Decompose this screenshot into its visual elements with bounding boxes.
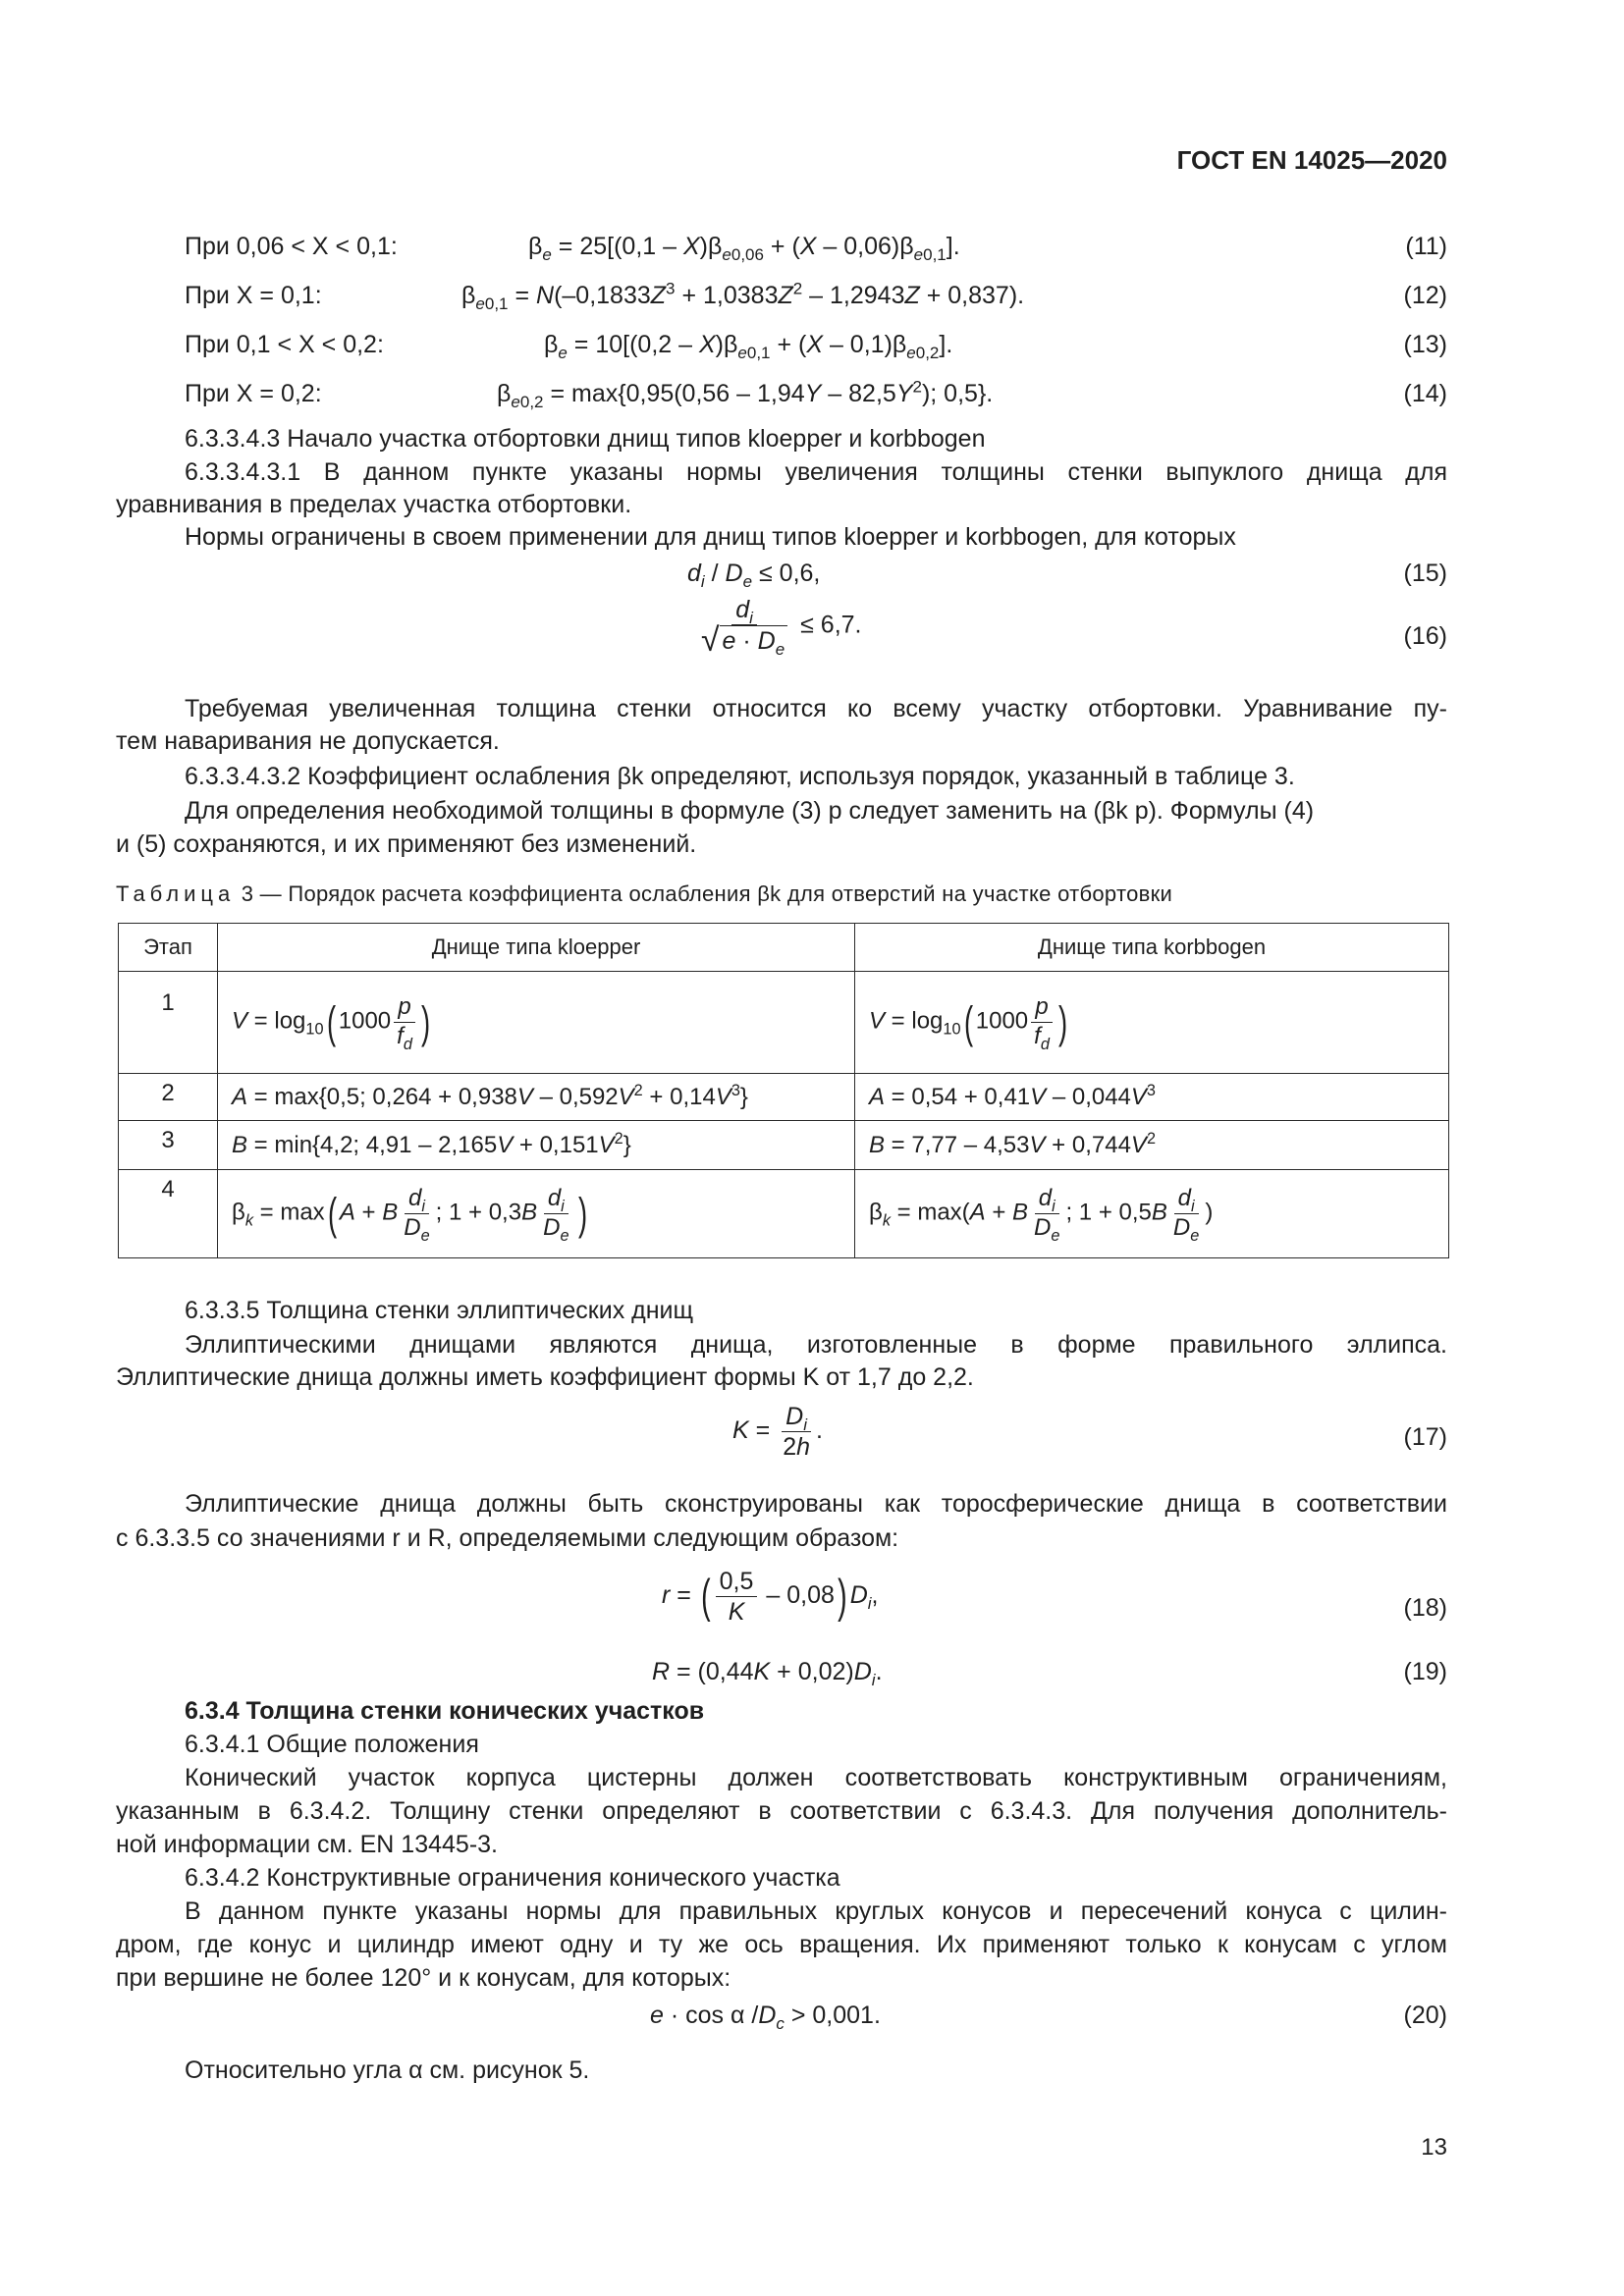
paragraph: при вершине не более 120° и к конусам, для которых: (116, 1964, 731, 1992)
formula-13 (116, 328, 1447, 361)
equation-19 (116, 1655, 1447, 1688)
section-6-3-3-4-3-2: 6.3.3.4.3.2 Коэффициент ослабления βk определяют, используя порядок, указанный в таблице 3. (185, 763, 1295, 790)
paragraph: 6.3.3.4.3.1 В данном пункте указаны нормы увеличения толщины стенки выпуклого днища для (185, 458, 1447, 486)
equation-20 (116, 1999, 1447, 2032)
section-6-3-3-4-3: 6.3.3.4.3 Начало участка отбортовки днищ типов kloepper и korbbogen (185, 425, 986, 453)
paragraph: Эллиптическими днищами являются днища, изготовленные в форме правильного эллипса. (185, 1331, 1447, 1359)
table-row (119, 1074, 1449, 1121)
table-row (119, 972, 1449, 1074)
table-header: Днище типа kloepper (218, 924, 855, 972)
section-6-3-3-5: 6.3.3.5 Толщина стенки эллиптических днищ (185, 1297, 694, 1324)
equation-15 (116, 557, 1447, 590)
paragraph: и (5) сохраняются, и их применяют без изменений. (116, 830, 697, 858)
formula-body: r = ( $\frac{0,5}{K}$ – 0,08) $D_i$, (662, 1568, 879, 1626)
stage-cell: 1 (119, 972, 218, 1074)
section-6-3-4-2: 6.3.4.2 Конструктивные ограничения конического участка (185, 1864, 840, 1892)
equation-number: (12) (1403, 282, 1447, 309)
coefficient-table (118, 923, 1449, 1258)
paragraph: дром, где конус и цилиндр имеют одну и ту же ось вращения. Их применяют только к конусам с углом (116, 1931, 1447, 1958)
equation-number: (15) (1403, 560, 1447, 587)
formula-cell: $V = \log_{10}$( 1000 $\frac{p}{f_d}$ ) (855, 972, 1449, 1074)
section-6-3-4-1: 6.3.4.1 Общие положения (185, 1731, 479, 1758)
stage-cell: 4 (119, 1170, 218, 1258)
formula-cell: B = min{4,2; $4,91 - 2,165V + 0,151V^2$} (218, 1121, 855, 1170)
formula-condition: При 0,1 < X < 0,2: (185, 331, 384, 358)
formula-condition: При X = 0,1: (185, 282, 322, 309)
formula-cell: $\beta_k = \max(A + B$ $\frac{d_i}{D_e}$ ; 1 + 0,5B $\frac{d_i}{D_e}$ ) (855, 1170, 1449, 1258)
paragraph: уравнивания в пределах участка отбортовки. (116, 491, 632, 518)
table-caption-label: Таблица (116, 881, 236, 906)
equation-number: (14) (1403, 380, 1447, 407)
table-header: Днище типа korbbogen (855, 924, 1449, 972)
paragraph: Эллиптические днища должны иметь коэффициент формы K от 1,7 до 2,2. (116, 1363, 974, 1391)
paragraph: Относительно угла α см. рисунок 5. (185, 2056, 590, 2084)
equation-number: (13) (1403, 331, 1447, 358)
formula-condition: При 0,06 < X < 0,1: (185, 233, 398, 260)
equation-number: (19) (1403, 1658, 1447, 1685)
formula-12 (116, 279, 1447, 312)
paragraph: Эллиптические днища должны быть сконструированы как торосферические днища в соответствии (185, 1490, 1447, 1518)
paragraph: Для определения необходимой толщины в формуле (3) p следует заменить на (βk p). Формулы (4) (185, 797, 1315, 825)
equation-18 (116, 1567, 1447, 1645)
equation-16 (116, 595, 1447, 673)
equation-17 (116, 1402, 1447, 1480)
equation-number: (11) (1405, 233, 1447, 260)
formula-body: e · cos α $/D_c > 0,001$. (650, 2002, 881, 2033)
formula-body: $\beta_e = 10[(0,2 - X)\beta_{e0,1} + (X - 0,1)\beta_{e0,2}]$. (544, 331, 953, 362)
stage-cell: 2 (119, 1074, 218, 1121)
table-row (119, 1170, 1449, 1258)
formula-body: $\beta_e = 25[(0,1 - X)\beta_{e0,06} + (X - 0,06)\beta_{e0,1}]$. (528, 233, 960, 264)
equation-number: (16) (1403, 622, 1447, 650)
formula-body: $d_i$ √ $e \cdot D_e$ ≤ 6,7. (701, 596, 862, 659)
paragraph: Конический участок корпуса цистерны должен соответствовать конструктивным ограничениям, (185, 1764, 1447, 1791)
formula-cell: $B = 7,77 - 4,53V + 0,744V^2$ (855, 1121, 1449, 1170)
equation-number: (18) (1403, 1594, 1447, 1622)
section-6-3-4: 6.3.4 Толщина стенки конических участков (185, 1697, 705, 1725)
paragraph: В данном пункте указаны нормы для правильных круглых конусов и пересечений конуса с цилин- (185, 1897, 1447, 1925)
document-header: ГОСТ EN 14025—2020 (1176, 145, 1447, 175)
formula-condition: При X = 0,2: (185, 380, 322, 407)
formula-14 (116, 377, 1447, 410)
table-header: Этап (119, 924, 218, 972)
table-caption-text: 3 — Порядок расчета коэффициента ослабления βk для отверстий на участке отбортовки (241, 881, 1173, 906)
paragraph: с 6.3.3.5 со значениями r и R, определяемыми следующим образом: (116, 1524, 899, 1552)
formula-body: $d_i / D_e \le 0,6$, (687, 560, 821, 591)
paragraph: Требуемая увеличенная толщина стенки относится ко всему участку отбортовки. Уравнивание пу- (185, 695, 1447, 722)
formula-body: K = $\frac{D_i}{2h}$ . (732, 1403, 823, 1461)
table-header-row (119, 924, 1449, 972)
paragraph: ной информации см. EN 13445-3. (116, 1831, 499, 1858)
stage-cell: 3 (119, 1121, 218, 1170)
paragraph: Нормы ограничены в своем применении для днищ типов kloepper и korbbogen, для которых (185, 523, 1236, 551)
formula-body: $\beta_{e0,1} = N(-0,1833Z^3 + 1,0383Z^2 - 1,2943Z + 0,837)$. (461, 279, 1025, 313)
formula-body: $R = (0,44K + 0,02)D_i$. (652, 1658, 883, 1689)
equation-number: (20) (1403, 2002, 1447, 2029)
paragraph: указанным в 6.3.4.2. Толщину стенки определяют в соответствии с 6.3.4.3. Для получения дополнитель- (116, 1797, 1447, 1825)
formula-body: $\beta_{e0,2} = \max\{0,95(0,56 - 1,94Y - 82,5Y^2)$; 0,5}. (497, 377, 994, 411)
page-number: 13 (1421, 2134, 1447, 2161)
formula-cell: $\beta_k = \max$( A + B $\frac{d_i}{D_e}$ ; 1 + 0,3B $\frac{d_i}{D_e}$ ) (218, 1170, 855, 1258)
table-caption (116, 881, 1172, 907)
formula-cell: $V = \log_{10}$( 1000 $\frac{p}{f_d}$ ) (218, 972, 855, 1074)
table-row (119, 1121, 1449, 1170)
paragraph: тем наваривания не допускается. (116, 727, 500, 755)
formula-cell: A = max{0,5; $0,264 + 0,938V - 0,592V^2 + 0,14V^3$} (218, 1074, 855, 1121)
equation-number: (17) (1403, 1423, 1447, 1451)
formula-cell: $A = 0,54 + 0,41V - 0,044V^3$ (855, 1074, 1449, 1121)
formula-11 (116, 230, 1447, 263)
